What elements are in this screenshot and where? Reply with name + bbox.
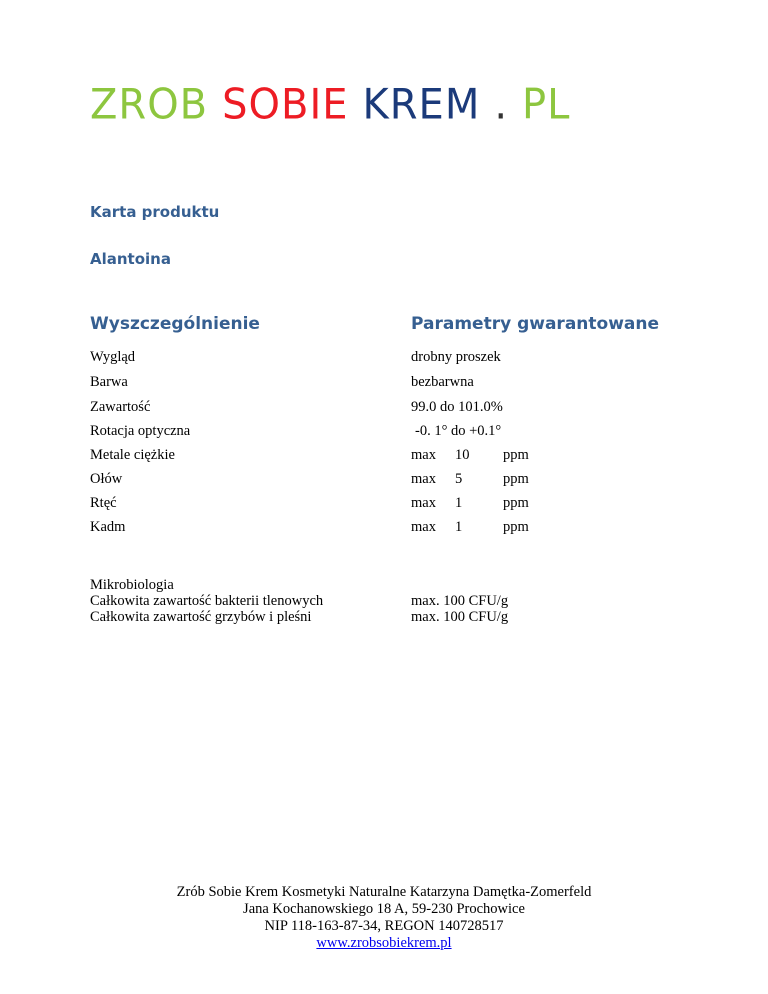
logo-dot: . — [494, 80, 509, 130]
row-value-optical-rotation: -0. 1° do +0.1° — [415, 423, 502, 439]
microbiology-block — [90, 577, 323, 625]
microbiology-heading: Mikrobiologia — [90, 577, 174, 593]
microbiology-bacteria-value: max. 100 CFU/g — [411, 593, 509, 609]
row-max-lead: max — [411, 471, 436, 487]
logo-word-krem: KREM — [362, 80, 481, 130]
row-max-mercury: max — [411, 495, 436, 511]
brand-logo — [90, 80, 570, 130]
row-unit-heavy-metals: ppm — [503, 447, 529, 463]
row-name-heavy-metals: Metale ciężkie — [90, 447, 175, 463]
row-max-heavy-metals: max — [411, 447, 436, 463]
microbiology-bacteria-label: Całkowita zawartość bakterii tlenowych — [90, 593, 324, 609]
footer-address: Jana Kochanowskiego 18 A, 59-230 Prochowice — [243, 901, 525, 917]
column-header-params: Parametry gwarantowane — [411, 314, 660, 334]
footer-company-name: Zrób Sobie Krem Kosmetyki Naturalne Katarzyna Damętka-Zomerfeld — [176, 884, 592, 900]
row-name-cadmium: Kadm — [90, 519, 126, 535]
microbiology-fungi-value: max. 100 CFU/g — [411, 609, 509, 625]
document-title: Karta produktu — [90, 203, 220, 221]
row-num-cadmium: 1 — [455, 519, 463, 535]
row-num-heavy-metals: 10 — [455, 447, 470, 463]
footer-website-link[interactable]: www.zrobsobiekrem.pl — [316, 935, 452, 951]
footer-tax-ids: NIP 118-163-87-34, REGON 140728517 — [264, 918, 504, 934]
row-value-appearance: drobny proszek — [411, 349, 501, 365]
row-value-color: bezbarwna — [411, 374, 474, 390]
microbiology-values — [411, 593, 508, 625]
logo-word-sobie: SOBIE — [222, 80, 349, 130]
company-footer — [0, 884, 768, 952]
logo-word-pl: PL — [522, 80, 571, 130]
row-name-appearance: Wygląd — [90, 349, 136, 365]
row-unit-cadmium: ppm — [503, 519, 529, 535]
column-header-spec: Wyszczególnienie — [90, 314, 260, 334]
product-name: Alantoina — [90, 250, 171, 268]
row-name-lead: Ołów — [90, 471, 123, 487]
row-unit-mercury: ppm — [503, 495, 529, 511]
row-name-color: Barwa — [90, 374, 128, 390]
logo-word-zrob: ZROB — [90, 80, 209, 130]
row-max-cadmium: max — [411, 519, 436, 535]
row-value-content: 99.0 do 101.0% — [411, 399, 503, 415]
row-num-lead: 5 — [455, 471, 463, 487]
row-unit-lead: ppm — [503, 471, 529, 487]
row-name-optical-rotation: Rotacja optyczna — [90, 423, 191, 439]
row-name-content: Zawartość — [90, 399, 151, 415]
row-num-mercury: 1 — [455, 495, 463, 511]
microbiology-fungi-label: Całkowita zawartość grzybów i pleśni — [90, 609, 312, 625]
row-name-mercury: Rtęć — [90, 495, 117, 511]
